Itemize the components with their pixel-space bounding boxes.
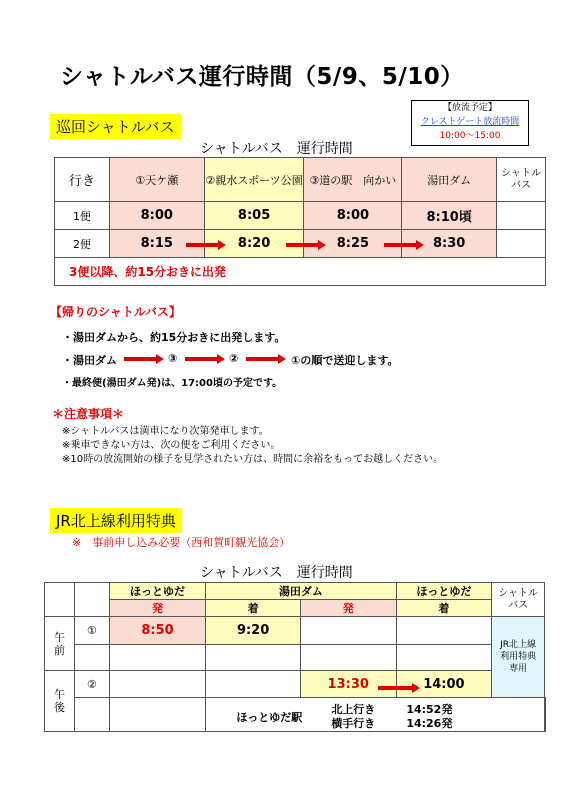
notice-time: 10:00～15:00 xyxy=(439,131,501,141)
loop-shuttle-table xyxy=(54,157,546,286)
row-label: ① xyxy=(74,617,109,645)
time-cell: 9:20 xyxy=(206,617,301,645)
caution-item: ※シャトルバスは満車になり次第発車します。 xyxy=(62,426,269,437)
notice-link[interactable]: クレストゲート放流時間 xyxy=(420,117,520,127)
arrow-right-icon xyxy=(246,354,286,364)
time-cell: 13:30 xyxy=(300,671,396,698)
col-header-dam: 湯田ダム xyxy=(402,158,497,202)
time-cell: 8:00 xyxy=(109,202,204,230)
caution-item: ※乗車できない方は、次の便をご利用ください。 xyxy=(62,440,281,451)
table-row xyxy=(55,202,546,230)
train-dest-kitakami: 北上行き xyxy=(331,702,376,716)
time-cell: 8:15 xyxy=(109,230,204,258)
section-heading-loop-shuttle: 巡回シャトルバス xyxy=(50,114,181,139)
time-cell: 8:25 xyxy=(304,230,402,258)
return-route-suffix: ①の順で送迎します。 xyxy=(291,354,399,367)
time-cell: 8:10頃 xyxy=(402,202,497,230)
jr-shuttle-table xyxy=(44,582,546,732)
col-header-shuttle: シャトル バス xyxy=(497,158,546,202)
caution-heading: ＊注意事項＊ xyxy=(52,407,125,421)
time-cell: 8:20 xyxy=(204,230,304,258)
notice-label: 【放流予定】 xyxy=(442,103,497,113)
return-route-stop3: ③ xyxy=(168,352,178,365)
subheader-depart: 発 xyxy=(109,600,206,617)
arrow-right-icon xyxy=(384,240,424,250)
row-label: 1便 xyxy=(55,202,110,230)
section-heading-jr-benefit: JR北上線利用特典 xyxy=(50,508,182,533)
train-dest-yokote: 横手行き xyxy=(331,716,376,730)
time-cell: 8:05 xyxy=(204,202,304,230)
release-notice-box xyxy=(411,100,529,146)
jr-note: ※ 事前申し込み必要（西和賀町観光協会） xyxy=(72,536,291,549)
return-heading: 【帰りのシャトルバス】 xyxy=(50,305,181,319)
am-label: 午 前 xyxy=(45,617,75,671)
return-line-3: ・最終便(湯田ダム発)は、17:00頃の予定です。 xyxy=(62,378,283,389)
subheader-arrive: 着 xyxy=(396,600,492,617)
return-line-1: ・湯田ダムから、約15分おきに出発します。 xyxy=(62,331,286,344)
shuttle-cell xyxy=(497,230,546,258)
arrow-right-icon xyxy=(124,354,164,364)
table2-title: シャトルバス 運行時間 xyxy=(200,565,353,581)
caution-item: ※10時の放流開始の様子を見学されたい方は、時間に余裕をもってお越しください。 xyxy=(62,454,444,465)
page-title: シャトルバス運行時間（5/9、5/10） xyxy=(60,64,464,90)
col-header-hotto-yuda-dep: ほっとゆだ xyxy=(109,583,206,600)
jr-benefit-shuttle-note: JR北上線 利用特典 専用 xyxy=(492,617,545,698)
train-time-kitakami: 14:52発 xyxy=(406,702,453,716)
col-header-shuttle: シャトル バス xyxy=(492,583,545,617)
train-connection-cell xyxy=(206,698,545,732)
table-row xyxy=(45,617,546,645)
table1-footnote: 3便以降、約15分おきに出発 xyxy=(55,258,546,286)
row-label: 2便 xyxy=(55,230,110,258)
arrow-right-icon xyxy=(286,240,326,250)
return-route-prefix: ・湯田ダム xyxy=(62,354,117,367)
subheader-arrive: 着 xyxy=(206,600,301,617)
return-route-stop2: ② xyxy=(229,352,239,365)
col-header-hotto-yuda-arr: ほっとゆだ xyxy=(396,583,492,600)
col-header-dam: 湯田ダム xyxy=(206,583,396,600)
time-cell: 8:30 xyxy=(402,230,497,258)
station-name: ほっとゆだ駅 xyxy=(236,710,303,724)
pm-label: 午 後 xyxy=(45,671,75,732)
col-header-direction: 行き xyxy=(55,158,110,202)
time-cell: 14:00 xyxy=(396,671,492,698)
time-cell: 8:00 xyxy=(304,202,402,230)
col-header-stop2: ②親水スポーツ公園 xyxy=(204,158,304,202)
subheader-depart: 発 xyxy=(300,600,396,617)
row-label: ② xyxy=(74,671,109,698)
arrow-right-icon xyxy=(378,683,420,693)
train-time-yokote: 14:26発 xyxy=(406,716,453,730)
time-cell: 8:50 xyxy=(109,617,206,645)
arrow-right-icon xyxy=(185,354,225,364)
col-header-stop1: ①天ケ瀬 xyxy=(109,158,204,202)
col-header-stop3: ③道の駅 向かい xyxy=(304,158,402,202)
arrow-right-icon xyxy=(186,240,226,250)
shuttle-cell xyxy=(497,202,546,230)
table-row xyxy=(45,671,546,698)
table1-title: シャトルバス 運行時間 xyxy=(200,141,353,157)
